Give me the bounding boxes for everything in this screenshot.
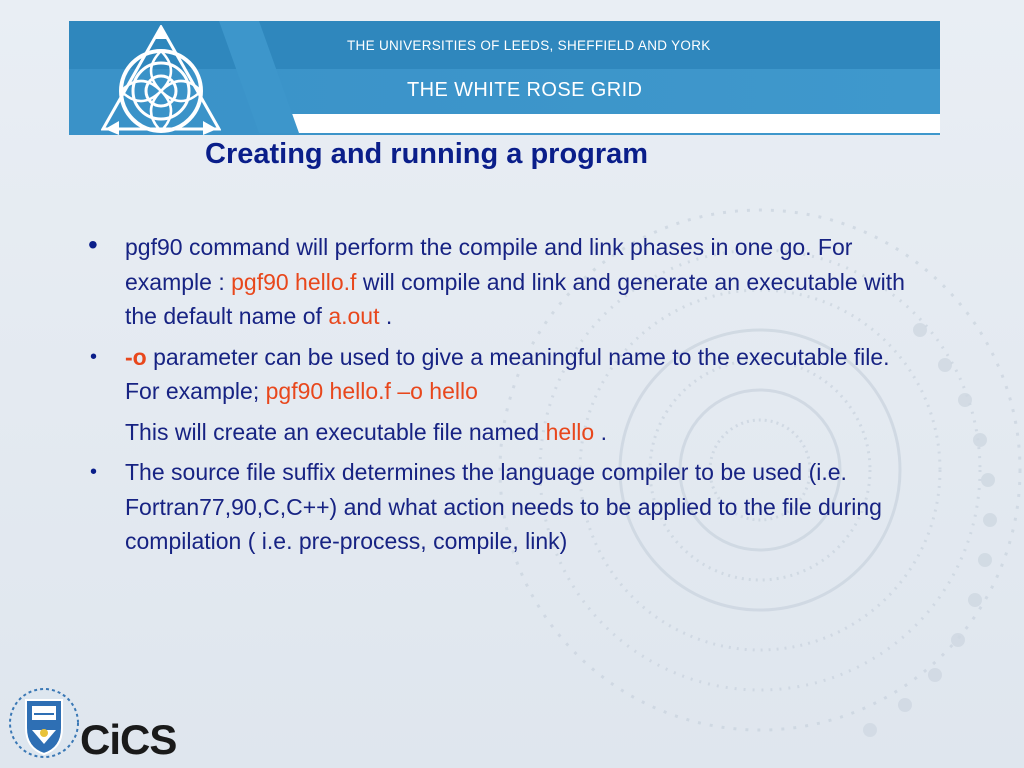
white-rose-logo-icon [101,25,221,135]
bullet-list [84,230,914,559]
bullet-item: • pgf90 command will perform the compile and link phases in one go. For example : pgf90 hello.f will compile and link and generate an executable with the default name of a.out . [88,229,905,329]
bullet-icon: • [90,461,98,483]
banner-diagonal [219,21,299,133]
grid-name: THE WHITE ROSE GRID [407,79,643,101]
slide-title: Creating and running a program [205,138,649,170]
university-crest-icon [8,686,80,760]
bullet-item: • -o parameter can be used to give a meaningful name to the executable file. For example; pgf90 hello.f –o hello [84,340,914,409]
universities-caption: THE UNIVERSITIES OF LEEDS, SHEFFIELD AND YORK [347,38,711,53]
header-banner [69,21,940,133]
cics-logo: CiCS [80,716,177,763]
bullet-subline: This will create an executable file named hello . [125,418,607,445]
bullet-icon: • [88,229,98,260]
bullet-item: • The source file suffix determines the language compiler to be used (i.e. Fortran77,90,C,C++) and what action needs to be applied to the file during compilation ( i.e. pre-process, compile, link) [84,455,914,559]
bullet-icon: • [90,345,98,368]
